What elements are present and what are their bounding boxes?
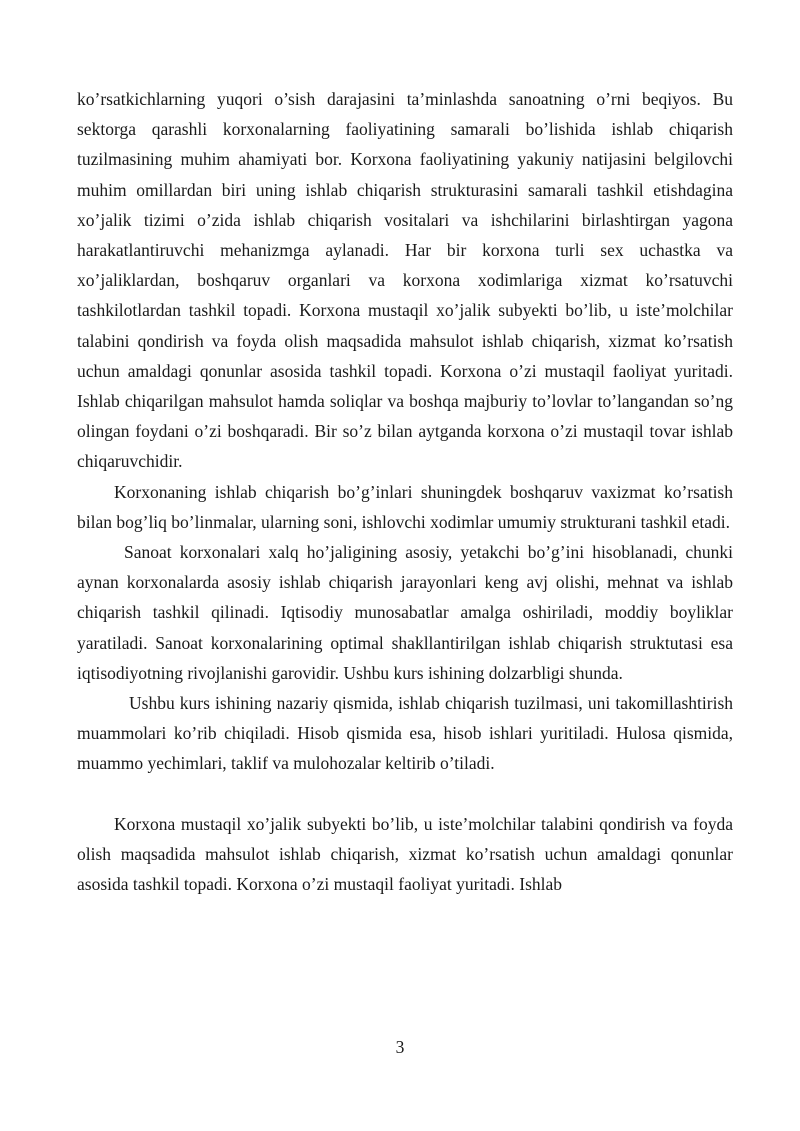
document-page — [77, 84, 733, 899]
page-number: 3 — [395, 1037, 405, 1057]
paragraph-1: ko’rsatkichlarning yuqori o’sish darajasini ta’minlashda sanoatning o’rni beqiyos. Bu sektorga qarashli korxonalarning faoliyatining samarali bo’lishida ishlab chiqarish tuzilmasining muhim ahamiyati bor. Korxona faoliyatining yakuniy natijasini belgilovchi muhim omillardan biri uning ishlab chiqarish strukturasini samarali tashkil etishdagina xo’jalik tizimi o’zida ishlab chiqarish vositalari va ishchilarini birlashtirgan yagona harakatlantiruvchi mehanizmga aylanadi. Har bir korxona turli sex uchastka va xo’jaliklardan, boshqaruv organlari va korxona xodimlariga xizmat ko’rsatuvchi tashkilotlardan tashkil topadi. Korxona mustaqil xo’jalik subyekti bo’lib, u iste’molchilar talabini qondirish va foyda olish maqsadida mahsulot ishlab chiqarish, xizmat ko’rsatish uchun amaldagi qonunlar asosida tashkil topadi. Korxona o’zi mustaqil faoliyat yuritadi. Ishlab chiqarilgan mahsulot hamda soliqlar va boshqa majburiy to’lovlar to’langandan so’ng olingan foydani o’zi boshqaradi. Bir so’z bilan aytganda korxona o’zi mustaqil tovar ishlab chiqaruvchidir. — [77, 89, 733, 472]
paragraph-spacer — [77, 779, 733, 809]
paragraph-2: Korxonaning ishlab chiqarish bo’g’inlari shuningdek boshqaruv vaxizmat ko’rsatish bilan bog’liq bo’linmalar, ularning soni, ishlovchi xodimlar umumiy strukturani tashkil etadi. — [77, 481, 733, 532]
paragraph-5: Korxona mustaqil xo’jalik subyekti bo’lib, u iste’molchilar talabini qondirish va foyda olish maqsadida mahsulot ishlab chiqarish, xizmat ko’rsatish uchun amaldagi qonunlar asosida tashkil topadi. Korxona o’zi mustaqil faoliyat yuritadi. Ishlab — [77, 813, 733, 895]
paragraph-4: Ushbu kurs ishining nazariy qismida, ishlab chiqarish tuzilmasi, uni takomillashtirish muammolari ko’rib chiqiladi. Hisob qismida esa, hisob ishlari yuritiladi. Hulosa qismida, muammo yechimlari, taklif va mulohozalar keltirib o’tiladi. — [77, 693, 733, 774]
paragraph-3: Sanoat korxonalari xalq ho’jaligining asosiy, yetakchi bo’g’ini hisoblanadi, chunki aynan korxonalarda asosiy ishlab chiqarish jarayonlari keng avj olishi, mehnat va ishlab chiqarish tashkil qilinadi. Iqtisodiy munosabatlar amalga oshiriladi, moddiy boyliklar yaratiladi. Sanoat korxonalarining optimal shakllantirilgan ishlab chiqarish struktutasi esa iqtisodiyotning rivojlanishi garovidir. Ushbu kurs ishining dolzarbligi shunda. — [77, 542, 733, 683]
